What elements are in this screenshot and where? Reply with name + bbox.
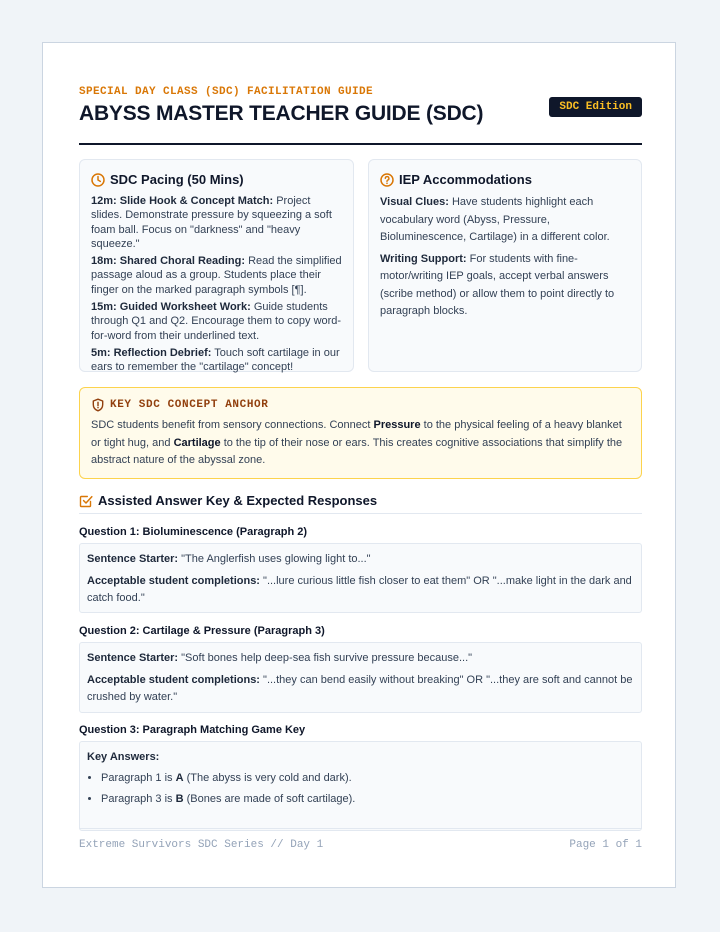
iep-item-label: Writing Support:: [380, 252, 467, 265]
edition-badge: SDC Edition: [549, 97, 642, 117]
pacing-title: [91, 172, 342, 187]
iep-card: [368, 159, 642, 372]
title-divider: [79, 143, 642, 145]
pacing-item-label: 15m: Guided Worksheet Work:: [91, 301, 251, 314]
key-answers-list: [87, 770, 634, 809]
page-number: Page 1 of 1: [569, 839, 642, 851]
key-answer-text: Paragraph 1 is: [101, 771, 176, 784]
anchor-title-text: KEY SDC CONCEPT ANCHOR: [110, 399, 269, 411]
completions-label: Acceptable student completions:: [87, 574, 260, 587]
page-title: ABYSS MASTER TEACHER GUIDE (SDC): [79, 102, 484, 125]
iep-title-text: IEP Accommodations: [399, 172, 532, 187]
question-circle-icon: [380, 173, 394, 187]
pacing-item: [91, 346, 342, 375]
pacing-item-text: Guide students through Q1 and Q2. Encourage them to copy word-for-word from their underlined text.: [91, 301, 342, 342]
sentence-starter-label: Sentence Starter:: [87, 553, 179, 565]
sentence-starter-text: "The Anglerfish uses glowing light to...": [178, 553, 371, 565]
pacing-item-label: 5m: Reflection Debrief:: [91, 346, 212, 359]
iep-item: [380, 194, 630, 247]
pacing-item: [91, 194, 342, 251]
pacing-item-text: Read the simplified passage aloud as a group. Students place their finger on the marked paragraph symbols [¶].: [91, 255, 342, 296]
question-3-answer-box: [79, 741, 642, 831]
guide-kicker: SPECIAL DAY CLASS (SDC) FACILITATION GUIDE: [79, 86, 374, 98]
anchor-keyword: Pressure: [373, 419, 421, 431]
anchor-text: SDC students benefit from sensory connections. Connect: [91, 419, 374, 431]
anchor-keyword: Cartilage: [173, 436, 221, 449]
pacing-item-text: Project slides. Demonstrate pressure by squeezing a soft foam ball. Focus on "darkness" and "heavy squeeze.": [91, 195, 332, 250]
clock-icon: [91, 173, 105, 187]
question-2-label: Question 2: Cartilage & Pressure (Paragraph 3): [79, 625, 325, 637]
page-footer: [79, 828, 642, 851]
iep-item: [380, 251, 630, 321]
pacing-item-text: Touch soft cartilage in our ears to remember the "cartilage" concept!: [91, 346, 340, 374]
key-answer-letter: B: [175, 793, 184, 805]
completions-text: "...they can bend easily without breaking" OR "...they are soft and cannot be crushed by water.": [87, 673, 633, 703]
anchor-title: [91, 398, 630, 412]
sentence-starter: [87, 551, 634, 569]
key-answer-text: (Bones are made of soft cartilage).: [183, 793, 356, 805]
iep-title: [380, 172, 630, 187]
question-1-answer-box: [79, 543, 642, 613]
answer-key-title: Assisted Answer Key & Expected Responses: [98, 493, 378, 508]
key-answer-letter: A: [175, 771, 184, 784]
question-1-label: Question 1: Bioluminescence (Paragraph 2): [79, 526, 308, 538]
shield-icon: [91, 398, 105, 412]
concept-anchor-callout: [79, 387, 642, 479]
iep-item-text: Have students highlight each vocabulary word (Abyss, Pressure, Bioluminescence, Cartilage) in a different color.: [380, 196, 610, 243]
iep-item-text: For students with fine-motor/writing IEP goals, accept verbal answers (scribe method) or allow them to point directly to paragraph blocks.: [380, 252, 615, 317]
guide-page: [42, 42, 676, 888]
series-label: Extreme Survivors SDC Series // Day 1: [79, 839, 324, 851]
question-2-answer-box: [79, 642, 642, 713]
completions-text: "...lure curious little fish closer to eat them" OR "...make light in the dark and catch food.": [87, 574, 632, 604]
anchor-text: to the physical feeling of a heavy blanket or tight hug, and: [91, 419, 622, 449]
pacing-item-label: 12m: Slide Hook & Concept Match:: [91, 195, 274, 207]
answer-key-heading: [79, 493, 642, 514]
key-answer-text: Paragraph 3 is: [101, 793, 176, 805]
sentence-starter-text: "Soft bones help deep-sea fish survive pressure because...": [178, 652, 473, 664]
pacing-item: [91, 254, 342, 297]
acceptable-completions: [87, 573, 634, 608]
completions-label: Acceptable student completions:: [87, 673, 260, 686]
anchor-text: to the tip of their nose or ears. This creates cognitive associations that simplify the abstract nature of the abyssal zone.: [91, 436, 623, 466]
pacing-item-label: 18m: Shared Choral Reading:: [91, 255, 246, 268]
pacing-card: [79, 159, 354, 372]
key-answer-text: (The abyss is very cold and dark).: [183, 771, 352, 784]
question-3-label: Question 3: Paragraph Matching Game Key: [79, 724, 306, 736]
list-item: [101, 770, 634, 788]
anchor-body: [91, 417, 630, 470]
list-item: [101, 791, 634, 809]
acceptable-completions: [87, 672, 634, 707]
sentence-starter: [87, 650, 634, 668]
iep-item-label: Visual Clues:: [380, 196, 449, 208]
key-answers-label: Key Answers:: [87, 751, 160, 763]
pacing-title-text: SDC Pacing (50 Mins): [110, 172, 244, 187]
checkbox-icon: [79, 494, 93, 508]
sentence-starter-label: Sentence Starter:: [87, 652, 179, 664]
pacing-item: [91, 300, 342, 343]
